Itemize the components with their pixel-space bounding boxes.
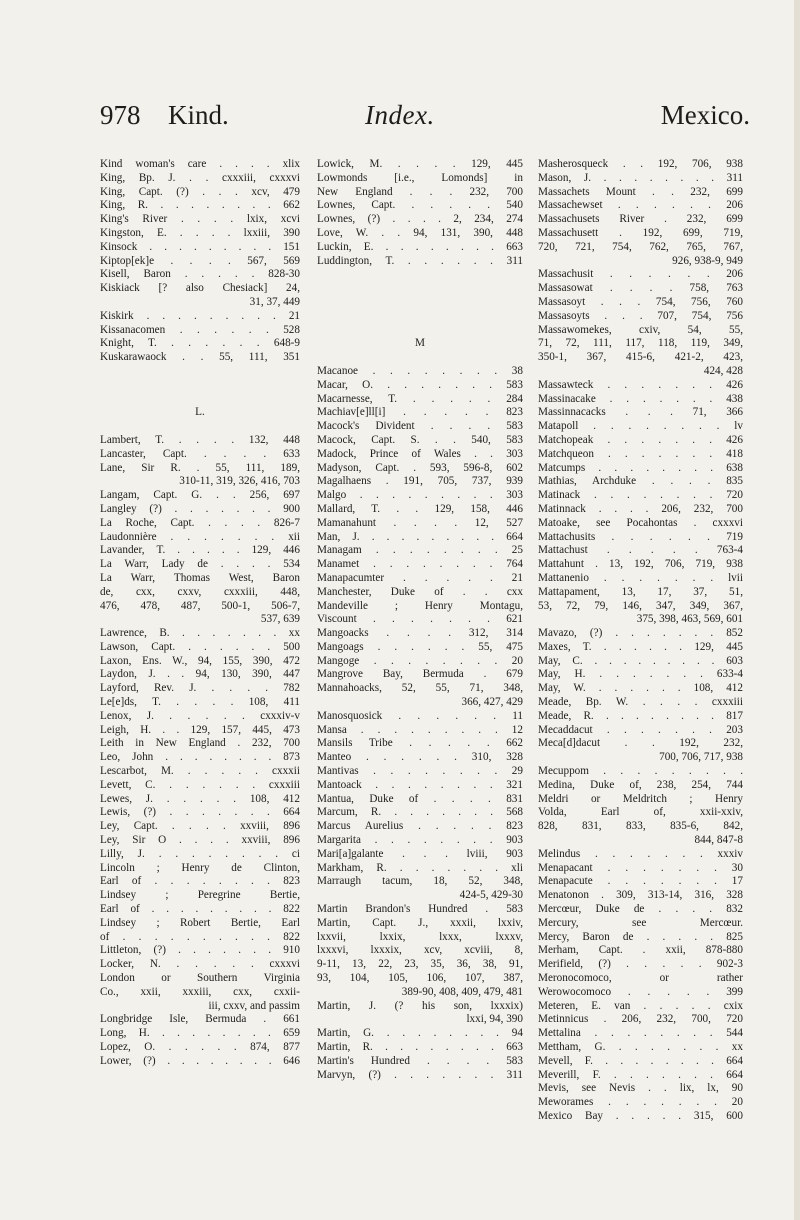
index-entry: Massasowat . . . . 758, 763 [538, 282, 743, 295]
index-entry: King, R. . . . . . . . . 662 [100, 199, 300, 212]
index-entry: Merifield, (?) . . . . . 902-3 [538, 958, 743, 971]
index-entry: 9-11, 13, 22, 23, 35, 36, 38, 91, [317, 958, 523, 971]
index-entry: Meteren, E. van . . . . . cxix [538, 999, 743, 1012]
index-entry: Man, J. . . . . . . . . . 664 [317, 530, 523, 543]
index-entry: Massinacake . . . . . . . 438 [538, 392, 743, 405]
index-entry-continuation: 31, 37, 449 [249, 295, 300, 308]
index-entry: Knight, T. . . . . . . 648-9 [100, 337, 300, 350]
index-entry: Magalhaens . 191, 705, 737, 939 [317, 475, 523, 488]
index-entry: Mercy, Baron de . . . . . 825 [538, 930, 743, 943]
index-entry: Matcumps . . . . . . . . 638 [538, 461, 743, 474]
index-entry-continuation: 389-90, 408, 409, 479, 481 [401, 985, 523, 998]
index-entry: Mercœur, Duke de . . . . 832 [538, 903, 743, 916]
index-entry: Mangrove Bay, Bermuda . 679 [317, 668, 523, 681]
index-entry: Leo, John . . . . . . . . 873 [100, 751, 300, 764]
index-entry: Ley, Capt. . . . . xxviii, 896 [100, 820, 300, 833]
index-entry: Lownes, Capt. . . . . . 540 [317, 199, 523, 212]
section-letter-heading: M [415, 337, 425, 350]
index-entry: May, W. . . . . . . 108, 412 [538, 682, 743, 695]
index-entry: Marraugh tacum, 18, 52, 348, [317, 875, 523, 888]
index-entry: Langley (?) . . . . . . . 900 [100, 502, 300, 515]
index-entry: Lenox, J. . . . . . cxxxiv-v [100, 709, 300, 722]
page-header [100, 100, 750, 140]
index-entry: Managam . . . . . . . . 25 [317, 544, 523, 557]
index-entry-continuation: iii, cxxv, and passim [208, 999, 300, 1012]
index-entry: Lilly, J. . . . . . . . . ci [100, 847, 300, 860]
index-entry: 350-1, 367, 415-6, 421-2, 423, [538, 351, 743, 364]
index-entry: Marcus Aurelius . . . . . 823 [317, 820, 523, 833]
index-entry: Meca[d]dacut . . 192, 232, [538, 737, 743, 750]
index-entry: Meverill, F. . . . . . . . 664 [538, 1068, 743, 1081]
index-entry-continuation: 366, 427, 429 [461, 696, 523, 709]
index-entry: Lowick, M. . . . . 129, 445 [317, 158, 523, 170]
index-entry-continuation: 375, 398, 463, 569, 601 [636, 613, 743, 626]
index-entry: Matinack . . . . . . . . 720 [538, 489, 743, 502]
index-entry: Luddington, T. . . . . . . 311 [317, 254, 523, 267]
index-entry: Mantua, Duke of . . . . 831 [317, 792, 523, 805]
index-entry: Lownes, (?) . . . . 2, 234, 274 [317, 213, 523, 226]
index-entry: Macock, Capt. S. . . 540, 583 [317, 433, 523, 446]
index-entry: May, C. . . . . . . . . . 603 [538, 654, 743, 667]
page-edge [794, 0, 800, 1220]
index-entry: Massachusit . . . . . . 206 [538, 268, 743, 281]
index-entry: Mansils Tribe . . . . . 662 [317, 737, 523, 750]
index-entry: Mangoacks . . . . 312, 314 [317, 627, 523, 640]
index-entry: Mantoack . . . . . . . . 321 [317, 778, 523, 791]
index-entry: 720, 721, 754, 762, 765, 767, [538, 240, 743, 253]
index-entry: Madyson, Capt. . 593, 596-8, 602 [317, 461, 523, 474]
index-entry: Mattachust . . . . . 763-4 [538, 544, 743, 557]
index-entry: Malgo . . . . . . . . . 303 [317, 489, 523, 502]
index-entry: Martin, G. . . . . . . . . 94 [317, 1027, 523, 1040]
index-entry: La Roche, Capt. . . . . 826-7 [100, 516, 300, 529]
index-entry: Le[e]ds, T. . . . . 108, 411 [100, 696, 300, 709]
index-entry: King's River . . . . lxix, xcvi [100, 213, 300, 226]
index-entry: de, cxx, cxxv, cxxxiii, 448, [100, 585, 300, 598]
index-entry: Metinnicus . 206, 232, 700, 720 [538, 1013, 743, 1026]
index-entry-continuation: 844, 847-8 [694, 834, 743, 847]
index-entry: Matoake, see Pocahontas . cxxxvi [538, 516, 743, 529]
index-entry: Mallard, T. . . 129, 158, 446 [317, 502, 523, 515]
spacer [317, 296, 523, 310]
index-entry: Manchester, Duke of . . cxx [317, 585, 523, 598]
index-entry: Mangoags . . . . . . 55, 475 [317, 640, 523, 653]
index-entry: Volda, Earl of, xxii-xxiv, [538, 806, 743, 819]
index-entry: Kiskiack [? also Chesiack] 24, [100, 282, 300, 295]
index-entry: Meade, R. . . . . . . . . 817 [538, 709, 743, 722]
index-entry: Mantivas . . . . . . . . 29 [317, 765, 523, 778]
index-entry: King, Capt. (?) . . . xcv, 479 [100, 185, 300, 198]
index-entry: Co., xxii, xxxiii, cxx, cxxii- [100, 985, 300, 998]
index-entry: 53, 72, 79, 146, 347, 349, 367, [538, 599, 743, 612]
spacer [100, 379, 300, 393]
index-entry: of . . . . . . . . . . 822 [100, 930, 300, 943]
index-entry: Laxon, Ens. W., 94, 155, 390, 472 [100, 654, 300, 667]
index-entry: 93, 104, 105, 106, 107, 387, [317, 972, 523, 985]
running-head-title: Index. [365, 100, 435, 130]
spacer [317, 282, 523, 296]
index-entry: Mevis, see Nevis . . lix, lx, 90 [538, 1082, 743, 1095]
index-entry: Massachusett . 192, 699, 719, [538, 226, 743, 239]
index-entry: Martin Brandon's Hundred . 583 [317, 903, 523, 916]
index-entry: Kisell, Baron . . . . . 828-30 [100, 268, 300, 281]
index-entry: Mercury, see Mercœur. [538, 916, 743, 929]
index-entry: Mevell, F. . . . . . . . . 664 [538, 1054, 743, 1067]
index-entry-continuation: 537, 639 [260, 613, 300, 626]
spacer [100, 365, 300, 379]
index-entry: Massasoyt . . . 754, 756, 760 [538, 295, 743, 308]
index-entry: Massachets Mount . . 232, 699 [538, 185, 743, 198]
index-entry: Menapacant . . . . . . . 30 [538, 861, 743, 874]
index-entry: Masherosqueck . . 192, 706, 938 [538, 158, 743, 170]
index-entry: Mattachusits . . . . . . 719 [538, 530, 743, 543]
index-entry: Massawomekes, cxiv, 54, 55, [538, 323, 743, 336]
index-entry: Menatonon . 309, 313-14, 316, 328 [538, 889, 743, 902]
index-entry: Manteo . . . . . . 310, 328 [317, 751, 523, 764]
index-entry: Maxes, T. . . . . . . 129, 445 [538, 640, 743, 653]
spacer [317, 268, 523, 282]
index-entry: Lambert, T. . . . . 132, 448 [100, 433, 300, 446]
index-entry: Lescarbot, M. . . . . . cxxxii [100, 765, 300, 778]
index-entry: Mattanenio . . . . . . . lvii [538, 571, 743, 584]
spacer [317, 324, 523, 338]
index-entry: Massasoyts . . . 707, 754, 756 [538, 309, 743, 322]
index-entry: lxxvii, lxxix, lxxx, lxxxv, [317, 930, 523, 943]
index-entry: Littleton, (?) . . . . . . . 910 [100, 944, 300, 957]
index-entry: Matapoll . . . . . . . . lv [538, 420, 743, 433]
index-entry: Kiptop[ek]e . . . . 567, 569 [100, 254, 300, 267]
index-entry: La Warr, Thomas West, Baron [100, 571, 300, 584]
index-entry: Mangoge . . . . . . . . 20 [317, 654, 523, 667]
index-entry: Kinsock . . . . . . . . . 151 [100, 240, 300, 253]
index-entry: Lopez, O. . . . . . 874, 877 [100, 1041, 300, 1053]
index-entry: Mattahunt . 13, 192, 706, 719, 938 [538, 558, 743, 571]
index-entry: Manosquosick . . . . . . 11 [317, 709, 523, 722]
index-entry: Marcum, R. . . . . . . . 568 [317, 806, 523, 819]
index-entry: London or Southern Virginia [100, 972, 300, 985]
index-entry-continuation: lxxi, 94, 390 [466, 1013, 523, 1026]
index-entry: Martin, Capt. J., xxxii, lxxiv, [317, 916, 523, 929]
index-entry: Massachewset . . . . . . 206 [538, 199, 743, 212]
index-entry-continuation: 926, 938-9, 949 [672, 254, 743, 267]
index-entry: Long, H. . . . . . . . . 659 [100, 1027, 300, 1040]
index-entry: Mettalina . . . . . . . . 544 [538, 1027, 743, 1040]
index-entry: Luckin, E. . . . . . . . . 663 [317, 240, 523, 253]
index-entry: Mattapament, 13, 17, 37, 51, [538, 585, 743, 598]
index-entry: Longbridge Isle, Bermuda . 661 [100, 1013, 300, 1026]
index-entry: Marvyn, (?) . . . . . . . 311 [317, 1068, 523, 1081]
index-entry: Lower, (?) . . . . . . . . 646 [100, 1054, 300, 1067]
index-column-2 [317, 158, 523, 1082]
index-entry: Lowmonds [i.e., Lomonds] in [317, 171, 523, 184]
index-entry: Kissanacomen . . . . . . 528 [100, 323, 300, 336]
index-entry: Mecuppom . . . . . . . . . [538, 765, 743, 778]
index-entry: Margarita . . . . . . . . 903 [317, 834, 523, 847]
index-entry: Macarnesse, T. . . . . . 284 [317, 392, 523, 405]
index-entry: lxxxvi, lxxxix, xcv, xcviii, 8, [317, 944, 523, 957]
index-entry: May, H. . . . . . . . 633-4 [538, 668, 743, 681]
index-entry: Merham, Capt. . xxii, 878-880 [538, 944, 743, 957]
index-entry: Lewes, J. . . . . . 108, 412 [100, 792, 300, 805]
index-entry: Kuskarawaock . . 55, 111, 351 [100, 351, 300, 364]
index-entry: Lavander, T. . . . . . 129, 446 [100, 544, 300, 557]
index-entry: Lindsey ; Robert Bertie, Earl [100, 916, 300, 929]
index-entry: Lindsey ; Peregrine Bertie, [100, 889, 300, 902]
index-entry: Martin, J. (? his son, lxxxix) [317, 999, 523, 1012]
index-entry: Massawteck . . . . . . . 426 [538, 378, 743, 391]
index-entry: Mavazo, (?) . . . . . . . 852 [538, 627, 743, 640]
index-entry: Ley, Sir O . . . . xxviii, 896 [100, 834, 300, 847]
index-entry: Earl of . . . . . . . . . 822 [100, 903, 300, 916]
index-entry: Macar, O. . . . . . . . 583 [317, 378, 523, 391]
index-entry: Mettham, G. . . . . . . . xx [538, 1041, 743, 1053]
index-entry: King, Bp. J. . . cxxxiii, cxxxvi [100, 171, 300, 184]
index-entry-continuation: 424, 428 [703, 364, 743, 377]
index-entry: Mannahoacks, 52, 55, 71, 348, [317, 682, 523, 695]
index-entry: Matchqueon . . . . . . . 418 [538, 447, 743, 460]
index-entry-continuation: 424-5, 429-30 [459, 889, 523, 902]
index-entry: Viscount . . . . . . . 621 [317, 613, 523, 626]
index-entry: Massinnacacks . . . 71, 366 [538, 406, 743, 419]
index-entry: Massachusets River . 232, 699 [538, 213, 743, 226]
index-entry: Laydon, J. . . 94, 130, 390, 447 [100, 668, 300, 681]
index-entry: Matchopeak . . . . . . . 426 [538, 433, 743, 446]
index-entry: Earl of . . . . . . . . 823 [100, 875, 300, 888]
page-number: 978 [100, 100, 141, 130]
running-head-right: Mexico. [660, 100, 750, 130]
index-entry: Menapacute . . . . . . . 17 [538, 875, 743, 888]
index-entry: 476, 478, 487, 500-1, 506-7, [100, 599, 300, 612]
index-entry: Meldri or Meldritch ; Henry [538, 792, 743, 805]
index-entry: Mandeville ; Henry Montagu, [317, 599, 523, 612]
index-entry: Matinnack . . . . 206, 232, 700 [538, 502, 743, 515]
index-entry: Langam, Capt. G. . . 256, 697 [100, 489, 300, 502]
index-entry: Macock's Divident . . . . 583 [317, 420, 523, 433]
spacer [317, 310, 523, 324]
index-entry: Madock, Prince of Wales . . 303 [317, 447, 523, 460]
index-entry: Lawson, Capt. . . . . . . 500 [100, 640, 300, 653]
index-entry: Martin, R. . . . . . . . . 663 [317, 1041, 523, 1053]
spacer [100, 393, 300, 407]
index-entry: Leith in New England . 232, 700 [100, 737, 300, 750]
index-entry: Manamet . . . . . . . . 764 [317, 558, 523, 571]
index-entry: Mathias, Archduke . . . . 835 [538, 475, 743, 488]
index-entry: Meronocomoco, or rather [538, 972, 743, 985]
index-entry: 71, 72, 111, 117, 118, 119, 349, [538, 337, 743, 350]
index-entry: Kind woman's care . . . . xlix [100, 158, 300, 170]
index-entry: Mansa . . . . . . . . . 12 [317, 723, 523, 736]
running-head-left: Kind. [168, 100, 229, 130]
index-entry: Lewis, (?) . . . . . . . 664 [100, 806, 300, 819]
spacer [317, 351, 523, 365]
index-column-1 [100, 158, 300, 1069]
section-letter-heading: L. [195, 406, 205, 419]
spacer [100, 420, 300, 434]
index-entry: Meade, Bp. W. . . . . cxxxiii [538, 696, 743, 709]
index-entry-continuation: 700, 706, 717, 938 [659, 751, 743, 764]
index-entry: Meworames . . . . . . . 20 [538, 1096, 743, 1109]
index-entry: Macanoe . . . . . . . . 38 [317, 364, 523, 377]
index-entry: Kiskirk . . . . . . . . . 21 [100, 309, 300, 322]
index-entry: Markham, R. . . . . . . . xli [317, 861, 523, 874]
index-entry: New England . . . 232, 700 [317, 185, 523, 198]
index-entry: Melindus . . . . . . . xxxiv [538, 847, 743, 860]
index-entry: Levett, C. . . . . . . cxxxiii [100, 778, 300, 791]
index-entry: Locker, N. . . . . . cxxxvi [100, 958, 300, 971]
index-column-3 [538, 158, 743, 1124]
index-entry-continuation: 310-11, 319, 326, 416, 703 [179, 475, 300, 488]
index-entry: Medina, Duke of, 238, 254, 744 [538, 778, 743, 791]
index-entry: Werowocomoco . . . . . 399 [538, 985, 743, 998]
index-entry: Manapacumter . . . . . 21 [317, 571, 523, 584]
index-entry: Lancaster, Capt. . . . . 633 [100, 447, 300, 460]
index-entry: Kingston, E. . . . . lxxiii, 390 [100, 226, 300, 239]
index-entry: Laudonnière . . . . . . . xii [100, 530, 300, 543]
index-entry: Lane, Sir R. . 55, 111, 189, [100, 461, 300, 474]
index-entry: Love, W. . . 94, 131, 390, 448 [317, 226, 523, 239]
index-entry: Mecaddacut . . . . . . . 203 [538, 723, 743, 736]
index-entry: Lawrence, B. . . . . . . . xx [100, 627, 300, 640]
index-entry: Machiav[e]ll[i] . . . . . 823 [317, 406, 523, 419]
index-entry: 828, 831, 833, 835-6, 842, [538, 820, 743, 833]
index-entry: Leigh, H. . . 129, 157, 445, 473 [100, 723, 300, 736]
index-entry: Mexico Bay . . . . . 315, 600 [538, 1109, 743, 1122]
index-entry: La Warr, Lady de . . . . 534 [100, 558, 300, 571]
index-entry: Martin's Hundred . . . . 583 [317, 1054, 523, 1067]
index-entry: Mamanahunt . . . . 12, 527 [317, 516, 523, 529]
index-entry: Mason, J. . . . . . . . . 311 [538, 171, 743, 184]
index-entry: Lincoln ; Henry de Clinton, [100, 861, 300, 874]
index-entry: Layford, Rev. J. . . . . 782 [100, 682, 300, 695]
index-entry: Mari[a]galante . . . lviii, 903 [317, 847, 523, 860]
